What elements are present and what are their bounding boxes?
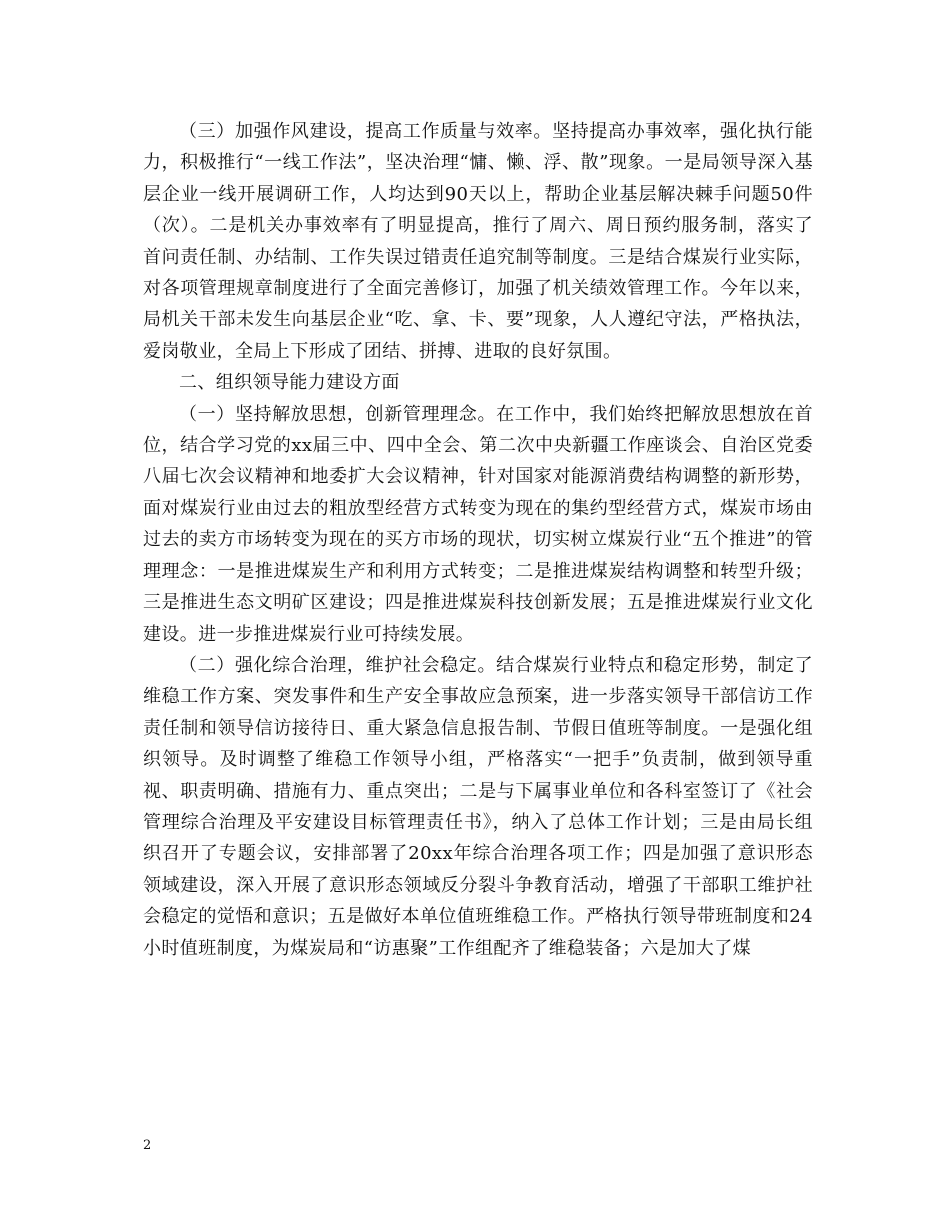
paragraph-social-stability: （二）强化综合治理，维护社会稳定。结合煤炭行业特点和稳定形势，制定了维稳工作方案、突发事件和生产安全事故应急预案，进一步落实领导干部信访工作责任制和领导信访接待日、重大紧急信息报告制、节假日值班等制度。一是强化组织领导。及时调整了维稳工作领导小组，严格落实“一把手”负责制，做到领导重视、职责明确、措施有力、重点突出；二是与下属事业单位和各科室签订了《社会管理综合治理及平安建设目标管理责任书》，纳入了总体工作计划；三是由局长组织召开了专题会议，安排部署了20xx年综合治理各项工作；四是加强了意识形态领域建设，深入开展了意识形态领域反分裂斗争教育活动，增强了干部职工维护社会稳定的觉悟和意识；五是做好本单位值班维稳工作。严格执行领导带班制度和24小时值班制度，为煤炭局和“访惠聚”工作组配齐了维稳装备；六是加大了煤 — [143, 654, 813, 959]
paragraph-work-style: （三）加强作风建设，提高工作质量与效率。坚持提高办事效率，强化执行能力，积极推行“一线工作法”，坚决治理“慵、懒、浮、散”现象。一是局领导深入基层企业一线开展调研工作，人均达到90天以上，帮助企业基层解决棘手问题50件（次）。二是机关办事效率有了明显提高，推行了周六、周日预约服务制，落实了首问责任制、办结制、工作失误过错责任追究制等制度。三是结合煤炭行业实际，对各项管理规章制度进行了全面完善修订，加强了机关绩效管理工作。今年以来，局机关干部未发生向基层企业“吃、拿、卡、要”现象，人人遵纪守法，严格执法，爱岗敬业，全局上下形成了团结、拼搏、进取的良好氛围。 — [143, 121, 813, 362]
paragraph-management-concept: （一）坚持解放思想，创新管理理念。在工作中，我们始终把解放思想放在首位，结合学习党的xx届三中、四中全会、第二次中央新疆工作座谈会、自治区党委八届七次会议精神和地委扩大会议精神，针对国家对能源消费结构调整的新形势，面对煤炭行业由过去的粗放型经营方式转变为现在的集约型经营方式，煤炭市场由过去的卖方市场转变为现在的买方市场的现状，切实树立煤炭行业“五个推进”的管理理念：一是推进煤炭生产和利用方式转变；二是推进煤炭结构调整和转型升级；三是推进生态文明矿区建设；四是推进煤炭科技创新发展；五是推进煤炭行业文化建设。进一步推进煤炭行业可持续发展。 — [143, 403, 813, 645]
document-body — [143, 116, 813, 964]
section-heading-leadership: 二、组织领导能力建设方面 — [179, 372, 400, 394]
page-number: 2 — [143, 1138, 152, 1153]
